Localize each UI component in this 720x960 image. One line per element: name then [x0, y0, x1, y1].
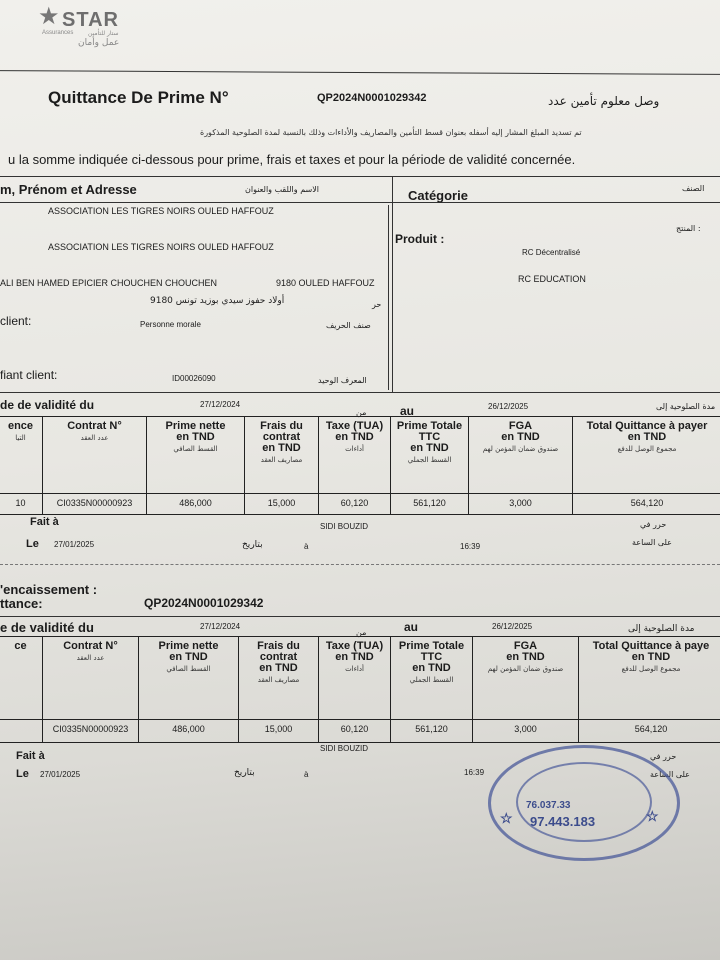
table-header-6: FGA en TND صندوق ضمان المؤمن لهم [469, 417, 573, 493]
date-label-ar-2: بتاريخ [234, 768, 255, 778]
table-header-2: Prime nette en TND القسط الصافي [147, 417, 245, 493]
premium-table2-row [0, 718, 720, 743]
client-address-ar-prefix: حر [372, 300, 382, 309]
client-section-label: m, Prénom et Adresse [0, 182, 137, 197]
validity-label-ar: مدة الصلوحية إلى [656, 402, 716, 411]
time-label-ar-2: على الساعة [650, 770, 690, 779]
fait-a-label-2: Fait à [16, 750, 45, 762]
document-title: Quittance De Prime N° [48, 88, 229, 107]
table2-header-5: Prime Totale TTC en TND القسط الجملي [391, 637, 473, 719]
table2-cell-1: CI0335N00000923 [43, 718, 139, 742]
issue-time-2: 16:39 [464, 768, 485, 777]
table2-cell-7: 564,120 [634, 724, 668, 734]
validity-to: 26/12/2025 [488, 402, 529, 411]
table2-header-6: FGA en TND صندوق ضمان المؤمن لهم [473, 637, 579, 719]
table-cell-1: CI0335N00000923 [43, 492, 147, 514]
client-address: ALI BEN HAMED EPICIER CHOUCHEN CHOUCHEN [0, 278, 218, 288]
client-address-ar: 9180 أولاد حفوز سيدي بوزيد تونس [150, 296, 285, 306]
table2-cell-4: 60,120 [319, 718, 391, 742]
fait-a-label: Fait à [30, 516, 59, 528]
table2-cell-0 [0, 718, 43, 742]
table-cell-7: 564,120 [630, 498, 664, 508]
issue-date-2: 27/01/2025 [40, 770, 81, 779]
category-label-ar: الصنف [682, 184, 705, 193]
table2-header-3: Frais du contrat en TND مصاريف العقد [239, 637, 319, 719]
fait-a-ar: حرر في [640, 520, 667, 529]
subtitle-fr: u la somme indiquée ci-dessous pour prime, frais et taxes et pour la période de validité concernée. [8, 152, 576, 167]
client-name-2: ASSOCIATION LES TIGRES NOIRS OULED HAFFOUZ [48, 242, 274, 252]
validity-label: de de validité du [0, 398, 95, 412]
receipt-number: QP2024N0001029342 [317, 92, 427, 104]
client-type-label: client: [0, 314, 32, 328]
table-header-7: Total Quittance à payer en TND مجموع الوصل للدفع [586, 420, 708, 453]
table2-header-2: Prime nette en TND القسط الصافي [139, 637, 239, 719]
premium-table-row [0, 492, 720, 515]
client-name-1: ASSOCIATION LES TIGRES NOIRS OULED HAFFOUZ [48, 206, 274, 216]
table-header-4: Taxe (TUA) en TND أداءات [319, 417, 391, 493]
validity2-from-ar: من [356, 628, 367, 637]
table2-header-4: Taxe (TUA) en TND أداءات [319, 637, 391, 719]
table-header-0: ence التيا [0, 417, 43, 493]
issue-date: 27/01/2025 [54, 540, 95, 549]
table-header-3: Frais du contrat en TND مصاريف العقد [245, 417, 319, 493]
time-label-ar: على الساعة [632, 538, 672, 547]
time-a-label-2: à [304, 770, 309, 779]
table-cell-2: 486,000 [147, 492, 245, 514]
table-cell-6: 3,000 [469, 492, 573, 514]
fait-a-place: SIDI BOUZID [320, 522, 369, 531]
date-label: Le [26, 538, 39, 550]
premium-table2-header [0, 636, 720, 720]
table2-cell-5: 561,120 [391, 718, 473, 742]
product-1: RC Décentralisé [522, 248, 581, 257]
stamp-star-icon-right: ☆ [646, 808, 659, 824]
fait-a-ar-2: حرر في [650, 752, 677, 761]
subtitle-ar: تم تسديد المبلغ المشار إليه أسفله بعنوان قسط التأمين والمصاريف والأداءات وذلك بالنسبة لمدة الصلوحية المذكورة [200, 128, 582, 137]
table-header-5: Prime Totale TTC en TND القسط الجملي [391, 417, 469, 493]
logo-slogan: عمل وأمان [78, 38, 120, 48]
table2-cell-2: 486,000 [139, 718, 239, 742]
table2-cell-3: 15,000 [239, 718, 319, 742]
validity-au: au [400, 404, 415, 418]
client-section-label-ar: الاسم واللقب والعنوان [245, 185, 319, 194]
logo-arabic: ستار للتأمين [88, 30, 119, 37]
table-cell-5: 561,120 [391, 492, 469, 514]
document-title-ar: وصل معلوم تأمين عدد [548, 94, 660, 108]
client-type: Personne morale [140, 320, 201, 329]
client-id-label: fiant client: [0, 368, 58, 382]
table-header-1: Contrat N° عدد العقد [43, 417, 147, 493]
validity-from: 27/12/2024 [200, 400, 241, 409]
stamp-code: 76.037.33 [526, 800, 571, 811]
table2-cell-6: 3,000 [473, 718, 579, 742]
table2-header-7: Total Quittance à paye en TND مجموع الوصل للدفع [592, 640, 710, 673]
company-logo: STAR [62, 9, 119, 31]
stamp-phone: 97.443.183 [530, 814, 596, 829]
table-cell-0: 10 [0, 492, 43, 514]
quittance-number: QP2024N0001029342 [144, 596, 264, 610]
client-id-label-ar: المعرف الوحيد [318, 376, 367, 385]
client-type-label-ar: صنف الحريف [326, 321, 371, 330]
table2-header-1: Contrat N° عدد العقد [43, 637, 139, 719]
fait-a-place-2: SIDI BOUZID [320, 744, 369, 753]
client-postal: 9180 OULED HAFFOUZ [276, 278, 375, 288]
date-label-ar: بتاريخ [242, 540, 263, 550]
issue-time: 16:39 [460, 542, 481, 551]
logo-subtitle: Assurances [42, 30, 74, 36]
premium-table-header [0, 416, 720, 494]
table2-header-0: ce [0, 637, 43, 719]
encaissement-label: 'encaissement : [0, 582, 98, 597]
product-label: Produit : [395, 232, 445, 246]
table-cell-3: 15,000 [245, 492, 319, 514]
validity2-au: au [404, 620, 419, 634]
product-label-ar: المنتج : [676, 224, 701, 233]
star-logo-icon: ★ [38, 3, 60, 30]
validity-from-ar: من [356, 408, 367, 417]
date-label-2: Le [16, 768, 29, 780]
validity2-label-ar: مدة الصلوحية إلى [628, 624, 695, 634]
validity2-label: e de validité du [0, 620, 94, 635]
quittance-label: ttance: [0, 596, 43, 611]
time-a-label: à [304, 542, 309, 551]
validity2-from: 27/12/2024 [200, 622, 241, 631]
table-cell-4: 60,120 [319, 492, 391, 514]
client-id: ID00026090 [172, 374, 216, 383]
validity2-to: 26/12/2025 [492, 622, 533, 631]
category-label: Catégorie [408, 188, 468, 203]
stamp-star-icon: ☆ [500, 810, 513, 826]
product-2: RC EDUCATION [518, 274, 586, 284]
